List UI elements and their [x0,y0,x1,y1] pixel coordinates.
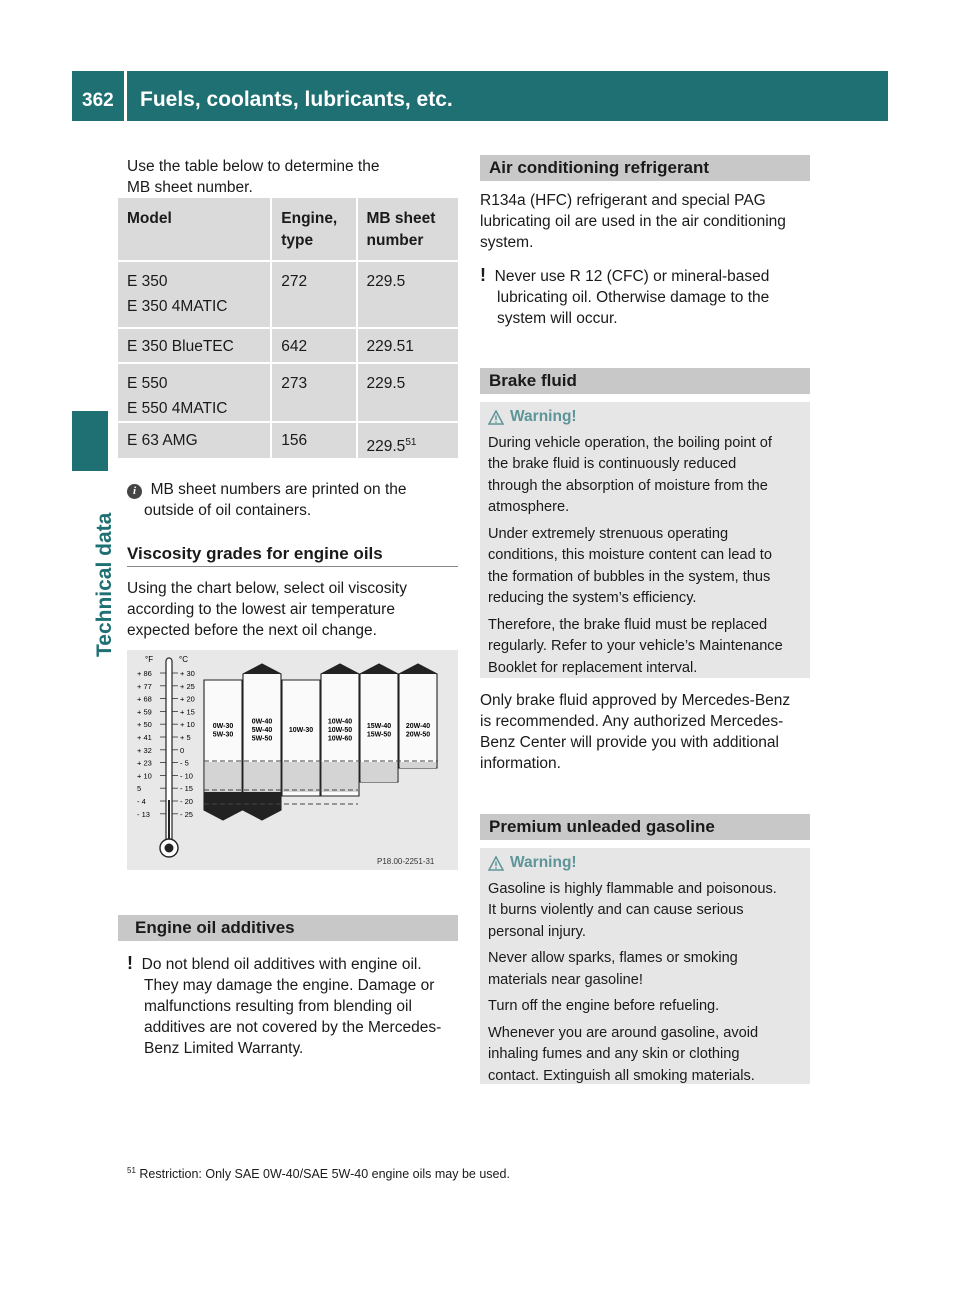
intro-text [127,156,379,198]
grade-bar-shade [322,762,358,792]
grade-label: 0W-40 [251,718,273,726]
footnote-text: Restriction: Only SAE 0W-40/SAE 5W-40 engine oils may be used. [139,1167,510,1182]
thermometer-bulb-core [165,844,174,853]
warning-line: Therefore, the brake fluid must be replaced [488,616,768,633]
grade-label: 10W-60 [327,735,353,743]
footnote-ref[interactable]: 51 [405,437,417,448]
info-line: MB sheet numbers are printed on the [150,481,407,498]
ac-heading [480,155,810,181]
model-text: E 350 4MATIC [127,298,228,315]
grade-bar [399,664,437,768]
additives-caution [127,953,441,1059]
grade-bars [204,664,438,820]
cell-engine: 642 [272,329,357,364]
caution-line: Do not blend oil additives with engine oil. [141,956,422,973]
table-row [118,262,458,329]
ac-line: system. [480,234,534,251]
grade-bar-cap [243,664,281,674]
f-tick-label: 5 [137,784,142,794]
gasoline-heading [480,814,810,840]
viscosity-line: Using the chart below, select oil viscosity [127,580,407,597]
footnote-number: 51 [127,1166,136,1175]
brake-line: Benz Center will provide you with additional [480,734,779,751]
warning-triangle-icon [488,856,504,871]
c-tick-label: + 5 [180,733,191,742]
additives-heading-text: Engine oil additives [135,918,295,937]
ac-text [480,190,786,253]
caution-line: They may damage the engine. Damage or [144,977,435,994]
caution-line: lubricating oil. Otherwise damage to the [497,289,770,306]
warning-line: Whenever you are around gasoline, avoid [488,1024,759,1041]
warning-line: reducing the system’s efficiency. [488,590,697,606]
grade-bar-shade [400,762,436,768]
grade-bar-shade [361,762,397,782]
c-tick-label: 0 [180,745,185,755]
cell-sheet: 229.5 [358,364,458,423]
warning-line: During vehicle operation, the boiling point of [488,434,772,451]
brake-warning [480,402,810,678]
cell-model: E 350 BlueTEC [118,329,272,364]
viscosity-text [127,578,407,641]
warning-line: the brake fluid is continuously reduced [488,456,737,472]
warning-line: materials near gasoline! [488,971,643,988]
f-tick-label: - 13 [137,809,150,819]
f-tick-label: + 32 [137,745,152,755]
warning-triangle-icon [488,410,504,425]
gasoline-warning [480,848,810,1084]
c-tick-label: + 15 [180,707,195,717]
thermometer-fluid [168,800,170,845]
f-tick-label: + 59 [137,707,152,717]
warning-line: personal injury. [488,923,586,940]
warning-paragraph [488,996,810,1018]
f-tick-label: + 23 [137,758,152,768]
warning-line: contact. Extinguish all smoking materials. [488,1067,755,1084]
c-tick-label: - 20 [180,797,193,806]
warning-line: the formation of bubbles in the system, thus [488,568,771,585]
warning-paragraph [488,433,810,519]
cell-engine: 156 [272,423,357,458]
page-title: Fuels, coolants, lubricants, etc. [140,88,453,111]
warning-paragraph [488,948,810,991]
grade-label: 15W-40 [366,722,392,730]
warning-line: conditions, this moisture content can lead to [488,547,772,563]
f-tick-label: + 50 [137,720,152,730]
header-divider [124,71,127,121]
model-text: E 350 [127,273,168,290]
grade-bar-shade [283,762,319,792]
viscosity-chart-svg [127,650,458,870]
brake-line: information. [480,755,561,772]
ac-line: lubricating oil are used in the air conditioning [480,213,786,230]
grade-label: 10W-40 [327,718,353,726]
intro-line: Use the table below to determine the [127,158,380,175]
brake-after-text [480,690,790,774]
warning-line: Turn off the engine before refueling. [488,998,720,1014]
info-note [127,479,457,521]
caution-line: Never use R 12 (CFC) or mineral-based [494,268,770,285]
c-tick-label: + 30 [180,669,195,678]
grade-label: 15W-50 [366,731,392,739]
figure-reference: P18.00-2251-31 [377,857,435,866]
mb-sheet-table [118,198,458,458]
viscosity-heading: Viscosity grades for engine oils [127,544,458,567]
grade-label: 5W-30 [212,731,234,739]
cell-sheet: 229.51 [358,329,458,364]
viscosity-chart [127,650,458,870]
c-tick-label: + 20 [180,694,195,704]
f-tick-labels [137,669,166,819]
grade-label: 0W-30 [212,722,234,730]
unit-c-label: °C [179,655,188,664]
col-header-text: number [366,232,424,249]
cell-model [118,364,272,423]
col-header-text: MB sheet [366,210,436,227]
caution-line: Benz Limited Warranty. [144,1040,304,1057]
f-tick-label: - 4 [137,797,146,806]
warning-line: atmosphere. [488,499,570,515]
grade-label: 5W-40 [251,727,273,734]
page-number: 362 [82,90,114,111]
side-tab [74,477,116,657]
table-header-row [118,198,458,262]
model-text: E 550 4MATIC [127,400,228,417]
intro-line: MB sheet number. [127,179,253,196]
gasoline-heading-text: Premium unleaded gasoline [489,817,715,836]
caution-icon: ! [480,265,486,285]
c-tick-label: - 10 [180,771,193,781]
warning-line: through the absorption of moisture from the [488,477,768,494]
c-tick-label: - 15 [180,784,193,794]
cell-model [118,262,272,329]
grade-label: 20W-50 [405,731,431,739]
caution-line: additives are not covered by the Mercedes- [144,1019,442,1036]
ac-caution [480,265,769,329]
ac-line: R134a (HFC) refrigerant and special PAG [480,192,766,209]
grade-label: 10W-50 [327,727,353,734]
warning-paragraph [488,1023,810,1088]
grade-bar-tail [204,792,242,820]
grade-bar-cap [360,664,398,674]
caution-icon: ! [127,953,133,973]
warning-paragraph [488,524,810,610]
f-tick-label: + 10 [137,771,152,781]
model-text: E 550 [127,375,168,392]
sheet-text: 229.5 [366,438,406,456]
c-tick-label: + 10 [180,720,195,730]
ac-heading-text: Air conditioning refrigerant [489,158,710,177]
info-icon: i [127,484,142,499]
table-row [118,329,458,364]
cell-sheet: 229.5 [358,262,458,329]
brake-line: Only brake fluid approved by Mercedes-Benz [480,692,791,709]
grade-bar-shade [205,762,241,792]
warning-paragraph [488,879,810,944]
grade-label: 20W-40 [405,722,431,730]
side-tab-label: Technical data [93,512,116,657]
warning-line: It burns violently and can cause serious [488,902,744,918]
info-line: outside of oil containers. [144,502,312,519]
brake-heading-text: Brake fluid [489,371,577,390]
side-tab-marker [72,411,108,471]
warning-line: regularly. Refer to your vehicle’s Maintenance [488,638,783,654]
col-header-text: Model [127,210,172,227]
f-tick-label: + 77 [137,681,152,691]
caution-line: malfunctions resulting from blending oil [144,998,412,1015]
warning-title: Warning! [510,854,577,871]
f-tick-label: + 68 [137,694,152,704]
grade-label: 5W-50 [251,735,273,743]
col-header-text: Engine, [281,210,338,227]
additives-heading [118,915,458,941]
warning-line: Booklet for replacement interval. [488,659,698,676]
grade-bar-shade [244,762,280,792]
c-tick-label: + 25 [180,681,195,691]
warning-title: Warning! [510,408,577,425]
brake-heading [480,368,810,394]
cell-engine: 273 [272,364,357,423]
grade-bar-cap [321,664,359,674]
col-header-model [118,198,272,262]
grade-bar-cap [399,664,437,674]
unit-f-label: °F [145,655,154,664]
brake-line: is recommended. Any authorized Mercedes- [480,713,784,730]
c-tick-label: - 25 [180,809,193,819]
warning-paragraph [488,615,810,680]
col-header-engine [272,198,357,262]
grade-label: 10W-30 [288,727,314,734]
cell-sheet [358,423,458,458]
c-tick-labels [172,669,195,819]
col-header-text: type [281,232,314,249]
warning-line: Under extremely strenuous operating [488,525,729,542]
warning-line: Never allow sparks, flames or smoking [488,950,738,966]
table-row [118,423,458,458]
warning-line: Gasoline is highly flammable and poisonous. [488,880,777,897]
warning-line: inhaling fumes and any skin or clothing [488,1046,740,1062]
grade-bar-tail [243,792,281,820]
viscosity-line: expected before the next oil change. [127,622,377,639]
footnote [127,1166,510,1181]
caution-line: system will occur. [497,310,618,327]
cell-model: E 63 AMG [118,423,272,458]
cell-engine: 272 [272,262,357,329]
c-tick-label: - 5 [180,758,189,768]
f-tick-label: + 86 [137,669,152,678]
table-row [118,364,458,423]
col-header-sheet [358,198,458,262]
viscosity-line: according to the lowest air temperature [127,601,395,618]
f-tick-label: + 41 [137,733,152,742]
